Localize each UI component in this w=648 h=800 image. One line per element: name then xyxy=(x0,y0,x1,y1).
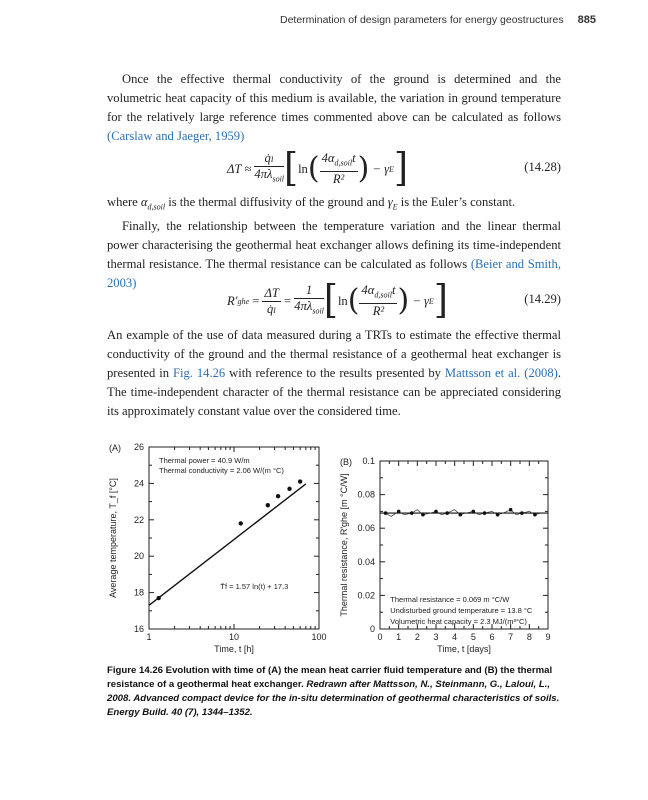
chart-b-data-point xyxy=(384,511,388,515)
chart-a-annotation-1: Thermal power = 40.9 W/m xyxy=(159,456,250,465)
eq2-f1-num: ΔT xyxy=(264,285,279,300)
eq2-ln: ln xyxy=(337,293,348,308)
chart-b-data-point xyxy=(397,510,401,514)
chart-b-data-point xyxy=(520,511,524,515)
eq2-inner-sub: d,soil xyxy=(374,290,392,300)
chart-a-xtick-label: 100 xyxy=(311,632,327,642)
chart-b-xtick-label: 8 xyxy=(526,632,532,642)
eq1-gamma-sub: E xyxy=(389,164,394,174)
chart-a-ytick-label: 16 xyxy=(133,624,144,634)
chart-a-xtick-label: 10 xyxy=(228,632,240,642)
chart-b-xtick-label: 9 xyxy=(545,632,551,642)
eq1-den-sub: soil xyxy=(272,174,285,184)
chart-b-xtick-label: 1 xyxy=(396,632,402,642)
caption-source: Redrawn after Mattsson, N., Steinmann, G., Laloui, L., 2008. Advanced compact device for the in-situ determination of geothermal characteristics of soils. Energy Build. 40 (7), 1344–1352. xyxy=(107,679,560,718)
chart-b-ytick-label: 0.06 xyxy=(357,523,375,534)
chart-b-ylabel: Thermal resistance, R′ghe [m °C/W] xyxy=(339,473,349,617)
chart-a-xlabel: Time, t [h] xyxy=(214,644,254,654)
eq2-f2-den: 4πλ xyxy=(294,299,313,314)
chart-b-ytick-label: 0.04 xyxy=(357,556,375,567)
eq1-minus-gamma: − γ xyxy=(372,161,390,176)
figure-reference[interactable]: Fig. 14.26 xyxy=(172,366,226,380)
eq2-fraction-2 xyxy=(294,283,324,319)
paragraph-1-text: Once the effective thermal conductivity of the ground is determined and the volumetric heat capacity of this medium is available, the variation in ground temperature for the relatively large reference times commented above can be calculated as follows xyxy=(107,72,561,124)
paragraph-3-text: Finally, the relationship between the temperature variation and the linear thermal power characterising the geothermal heat exchanger allows defining its time-independent thermal resistance. The thermal resistance can be calculated as follows xyxy=(107,218,561,271)
eq1-bracket-right: ] xyxy=(393,145,408,191)
chart-b-data-point xyxy=(434,510,438,514)
chart-b-data-point xyxy=(496,513,500,517)
citation-mattsson[interactable]: Mattsson et al. (2008) xyxy=(444,366,558,380)
p4-text2: with reference to the results presented by xyxy=(225,366,445,380)
eq1-fraction xyxy=(254,151,284,187)
p2-alpha-sub: d,soil xyxy=(147,202,166,212)
p4-text1: An example of the use of data measured during a TRTs to estimate the effective thermal conductivity of the ground and the thermal resistance of a geothermal heat exchanger is presented in xyxy=(107,328,561,380)
p2-post: is the Euler’s constant. xyxy=(397,195,516,209)
chart-b-annotation-1: Thermal resistance = 0.069 m °C/W xyxy=(390,595,510,605)
running-title: Determination of design parameters for energy geostructures xyxy=(279,14,564,26)
eq1-bracket-left: [ xyxy=(284,145,299,191)
chart-b-panel-label: (B) xyxy=(340,457,352,467)
chart-a-data-point xyxy=(239,521,243,525)
chart-b-data-point xyxy=(472,510,476,514)
eq2-f1-den: q̇ₗ xyxy=(266,301,277,316)
eq2-bracket-right: ] xyxy=(433,277,448,323)
running-head xyxy=(280,14,596,26)
eq1-num: q̇ₗ xyxy=(254,151,284,167)
chart-b-data-point xyxy=(483,511,487,515)
chart-b-ytick-label: 0.02 xyxy=(357,590,375,601)
eq1-paren-right: ) xyxy=(357,151,370,186)
chart-a-xtick-label: 1 xyxy=(146,632,152,642)
chart-a-ytick-label: 20 xyxy=(133,551,144,562)
chart-b-data-point xyxy=(509,508,513,512)
chart-b-xtick-label: 2 xyxy=(414,632,420,642)
eq2-label: (14.29) xyxy=(524,292,561,306)
eq2-equals-2: = xyxy=(284,293,292,308)
caption-label: Figure 14.26 xyxy=(107,665,163,676)
chart-b-xtick-label: 4 xyxy=(452,632,458,642)
chart-a-fit-equation: T̄f = 1.57 ln(t) + 17.3 xyxy=(220,581,289,591)
chart-a-data-point xyxy=(156,596,160,600)
eq2-f2-num: 1 xyxy=(294,283,324,299)
p2-alpha: α xyxy=(140,195,148,209)
chart-b-data-point xyxy=(445,511,449,515)
chart-b-ytick-label: 0 xyxy=(369,624,375,634)
p4-text3: . The time-independent character of the thermal resistance can be appreciated considering its approximately constant value over the considered time. xyxy=(107,366,561,418)
chart-b-xtick-label: 0 xyxy=(377,632,383,642)
eq2-inner-fraction xyxy=(359,283,397,319)
eq2-bracket-left: [ xyxy=(323,277,338,323)
chart-b-xtick-label: 5 xyxy=(470,632,476,642)
chart-b-xlabel: Time, t [days] xyxy=(437,644,491,654)
chart-a-data-point xyxy=(287,487,291,491)
chart-a-ytick-label: 26 xyxy=(133,442,144,452)
chart-b-xtick-label: 7 xyxy=(508,632,514,642)
eq1-inner-fraction xyxy=(320,151,358,187)
chart-a-ytick-label: 22 xyxy=(133,514,144,525)
chart-a-data-point xyxy=(276,494,280,498)
chart-b-ytick-label: 0.08 xyxy=(357,489,375,500)
equation-14-29 xyxy=(107,276,561,326)
chart-b-annotation-2: Undisturbed ground temperature = 13.8 °C xyxy=(390,606,533,616)
p2-gamma-sub: E xyxy=(392,202,398,212)
chart-b-data-point xyxy=(533,513,537,517)
eq2-equals-1: = xyxy=(252,293,260,308)
eq1-paren-left: ( xyxy=(307,151,320,186)
chart-b-ytick-label: 0.1 xyxy=(362,456,375,466)
citation-beier[interactable]: (Beier and Smith, 2003) xyxy=(107,256,561,290)
chart-a-panel-label: (A) xyxy=(109,443,121,453)
eq2-inner-den: R² xyxy=(372,303,385,318)
p2-gamma: γ xyxy=(387,195,393,209)
eq1-den: 4πλ xyxy=(254,167,273,182)
citation-carslaw[interactable]: (Carslaw and Jaeger, 1959) xyxy=(107,129,245,143)
chart-a-annotation-2: Thermal conductivity = 2.06 W/(m °C) xyxy=(159,466,284,475)
page-number: 885 xyxy=(577,14,596,26)
eq2-inner-num: 4α xyxy=(361,283,375,298)
eq1-ln: ln xyxy=(298,161,308,176)
eq2-gamma-sub: E xyxy=(428,296,434,306)
eq2-paren-right: ) xyxy=(397,283,410,318)
eq1-lhs: ΔT ≈ xyxy=(227,161,252,176)
paragraph-1 xyxy=(107,70,561,146)
eq2-minus-gamma: − γ xyxy=(412,293,429,308)
chart-a-ytick-label: 24 xyxy=(133,478,144,489)
chart-b-xtick-label: 6 xyxy=(489,632,495,642)
chart-b-data-point xyxy=(458,513,462,517)
eq2-f2-den-sub: soil xyxy=(312,306,324,316)
eq1-inner-t: t xyxy=(352,151,356,166)
figure-svg xyxy=(107,437,561,665)
eq2-fraction-1 xyxy=(262,286,280,317)
eq1-label: (14.28) xyxy=(524,160,561,174)
chart-a-data-point xyxy=(266,503,270,507)
chart-a-ytick-label: 18 xyxy=(133,587,144,598)
eq1-inner-den: R² xyxy=(332,171,345,186)
paragraph-4 xyxy=(107,326,561,421)
eq2-inner-t: t xyxy=(391,283,396,298)
chart-b-xtick-label: 3 xyxy=(433,632,439,642)
chart-a-ylabel: Average temperature, T_f [°C] xyxy=(108,478,118,598)
chart-a-data-point xyxy=(298,479,302,483)
p2-pre: where xyxy=(107,195,141,209)
eq1-inner-sub: d,soil xyxy=(334,158,353,168)
figure-14-26 xyxy=(107,437,561,665)
p2-mid: is the thermal diffusivity of the ground and xyxy=(165,195,388,209)
figure-caption xyxy=(107,664,561,720)
eq2-lhs: R′ xyxy=(227,293,238,308)
chart-b-annotation-3: Volumetric heat capacity = 2.3 MJ/(m³°C) xyxy=(390,616,527,626)
eq2-lhs-sub: ghe xyxy=(237,296,250,306)
chart-b-data-point xyxy=(410,511,414,515)
caption-text: Evolution with time of (A) the mean heat carrier fluid temperature and (B) the thermal resistance of a geothermal heat exchanger. xyxy=(107,665,553,690)
eq2-paren-left: ( xyxy=(347,283,360,318)
equation-14-28 xyxy=(107,144,561,194)
eq1-inner-num: 4α xyxy=(321,151,335,166)
chart-b-data-point xyxy=(421,513,425,517)
